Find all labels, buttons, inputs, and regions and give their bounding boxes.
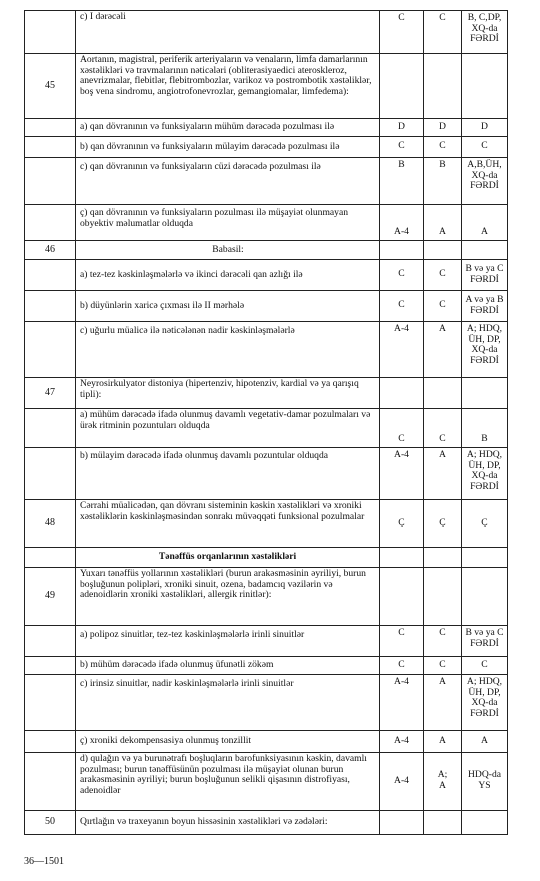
col-5-value: B və ya C FƏRDİ [462, 260, 508, 291]
row-description: c) irinsiz sinuitlər, nadir kəskinləşmələrlə irinli sinuitlər [76, 675, 380, 731]
row-description: Babasil: [76, 241, 380, 260]
row-number [25, 11, 76, 54]
table-row [25, 753, 508, 811]
col-4-value: A [424, 731, 462, 753]
row-description: Yuxarı tənəffüs yollarının xəstəlikləri (burun arakəsməsinin əyriliyi, burun boşluğunun polipləri, xroniki sinuit, ozena, badamcıq vəzilərin və adenoidlərin xroniki xəstəlikləri, allergik rinitlər): [76, 568, 380, 626]
table-row [25, 675, 508, 731]
table-row [25, 11, 508, 54]
col-4-value: C [424, 409, 462, 448]
row-number [25, 291, 76, 322]
col-3-value: C [380, 11, 424, 54]
col-4-value [424, 54, 462, 119]
col-5-value: A; HDQ, ÜH, DP, XQ-da FƏRDİ [462, 448, 508, 500]
col-3-value: C [380, 137, 424, 158]
row-description: d) qulağın və ya burunətrafı boşluqların barofunksiyasının kəskin, davamlı pozulması; burun tənəffüsünün pozulması ilə müşayiət olunan burun arakəsməsinin əyriliyi; burun boşluğunun selikli qişasının distrofiyası, adenoidlər [76, 753, 380, 811]
col-3-value [380, 54, 424, 119]
col-5-value: A,B,ÜH, XQ-da FƏRDİ [462, 158, 508, 205]
row-number [25, 753, 76, 811]
table-row [25, 409, 508, 448]
col-5-value [462, 54, 508, 119]
col-4-value: A; A [424, 753, 462, 811]
table-row [25, 731, 508, 753]
row-number [25, 205, 76, 241]
row-description: b) qan dövranının və funksiyaların mülayim dərəcədə pozulması ilə [76, 137, 380, 158]
col-4-value: B [424, 158, 462, 205]
row-description: b) düyünlərin xaricə çıxması ilə II mərhələ [76, 291, 380, 322]
col-5-value: B [462, 409, 508, 448]
col-4-value: A [424, 205, 462, 241]
col-4-value: C [424, 11, 462, 54]
section-header-row [25, 548, 508, 568]
col-3-value: A-4 [380, 322, 424, 378]
col-3-value: A-4 [380, 205, 424, 241]
col-3-value: C [380, 409, 424, 448]
row-description: ç) qan dövranının və funksiyaların pozulması ilə müşayiət olunmayan obyektiv məlumatlar olduqda [76, 205, 380, 241]
col-5-value: B və ya C FƏRDİ [462, 626, 508, 657]
row-description: c) I dərəcəli [76, 11, 380, 54]
row-number: 46 [25, 241, 76, 260]
row-number [25, 675, 76, 731]
row-number: 45 [25, 54, 76, 119]
col-4-value: C [424, 137, 462, 158]
table-row [25, 448, 508, 500]
row-number: 50 [25, 811, 76, 835]
table-row [25, 322, 508, 378]
col-5-value: D [462, 119, 508, 137]
col-4-value: A [424, 448, 462, 500]
table-row [25, 158, 508, 205]
row-description: a) qan dövranının və funksiyaların mühüm dərəcədə pozulması ilə [76, 119, 380, 137]
col-3-value [380, 378, 424, 409]
col-5-value: HDQ-da YS [462, 753, 508, 811]
col-5-value: C [462, 657, 508, 675]
row-number [25, 158, 76, 205]
col-3-value: A-4 [380, 731, 424, 753]
col-5-value: A və ya B FƏRDİ [462, 291, 508, 322]
row-number [25, 626, 76, 657]
section-title: Tənəffüs orqanlarının xəstəlikləri [76, 548, 380, 568]
col-5-value: A [462, 205, 508, 241]
col-5-value [462, 241, 508, 260]
col-4-value: Ç [424, 500, 462, 548]
col-4-value: A [424, 675, 462, 731]
row-description: c) qan dövranının və funksiyaların cüzi dərəcədə pozulması ilə [76, 158, 380, 205]
col-5-value [462, 548, 508, 568]
row-description: a) polipoz sinuitlər, tez-tez kəskinləşmələrlə irinli sinuitlər [76, 626, 380, 657]
row-description: a) tez-tez kəskinləşmələrlə və ikinci dərəcəli qan azlığı ilə [76, 260, 380, 291]
col-5-value: A; HDQ, ÜH, DP, XQ-da FƏRDİ [462, 675, 508, 731]
table-row [25, 260, 508, 291]
col-3-value [380, 811, 424, 835]
row-number [25, 731, 76, 753]
col-5-value: A [462, 731, 508, 753]
row-description: Aortanın, magistral, periferik arteriyaların və venaların, limfa damarlarının xəstəlikləri və travmalarının nəticələri (obliterasiyaedici ateroskleroz, anevrizmalar, flebitlər, flebitrombozlar, varikoz və postrombotik xəstəliklər, boş vena sindromu, angiotrofonevrozlar, gemangiomalar, limfedema): [76, 54, 380, 119]
table-row [25, 811, 508, 835]
col-4-value: C [424, 657, 462, 675]
col-3-value [380, 548, 424, 568]
row-description: c) uğurlu müalicə ilə nəticələnən nadir kəskinləşmələrlə [76, 322, 380, 378]
row-description: Neyrosirkulyator distoniya (hipertenziv, hipotenziv, kardial və ya qarışıq tipli): [76, 378, 380, 409]
table-row [25, 205, 508, 241]
col-4-value [424, 548, 462, 568]
col-5-value [462, 378, 508, 409]
col-5-value: Ç [462, 500, 508, 548]
row-number [25, 260, 76, 291]
col-5-value [462, 811, 508, 835]
col-4-value: C [424, 626, 462, 657]
table-row [25, 241, 508, 260]
row-description: b) mühüm dərəcədə ifadə olunmuş üfunətli zökəm [76, 657, 380, 675]
table-row [25, 291, 508, 322]
page-footer: 36—1501 [24, 856, 64, 867]
col-3-value: C [380, 260, 424, 291]
row-number: 49 [25, 568, 76, 626]
row-description: a) mühüm dərəcədə ifadə olunmuş davamlı vegetativ-damar pozulmaları və ürək ritminin pozuntuları olduqda [76, 409, 380, 448]
col-4-value [424, 378, 462, 409]
col-3-value: A-4 [380, 448, 424, 500]
table-row [25, 568, 508, 626]
row-description: ç) xroniki dekompensasiya olunmuş tonzillit [76, 731, 380, 753]
col-3-value: B [380, 158, 424, 205]
row-number [25, 137, 76, 158]
row-number [25, 548, 76, 568]
col-4-value [424, 811, 462, 835]
table-row [25, 54, 508, 119]
row-number [25, 322, 76, 378]
table-row [25, 137, 508, 158]
col-3-value: Ç [380, 500, 424, 548]
col-5-value: A; HDQ, ÜH, DP, XQ-da FƏRDİ [462, 322, 508, 378]
col-3-value: C [380, 657, 424, 675]
row-description: b) mülayim dərəcədə ifadə olunmuş davamlı pozuntular olduqda [76, 448, 380, 500]
col-3-value: D [380, 119, 424, 137]
col-5-value: B, C,DP, XQ-da FƏRDİ [462, 11, 508, 54]
col-4-value: C [424, 291, 462, 322]
col-3-value [380, 568, 424, 626]
row-number [25, 119, 76, 137]
col-3-value [380, 241, 424, 260]
col-4-value [424, 241, 462, 260]
col-3-value: A-4 [380, 675, 424, 731]
row-description: Qırtlağın və traxeyanın boyun hissəsinin xəstəlikləri və zədələri: [76, 811, 380, 835]
col-4-value: A [424, 322, 462, 378]
row-number [25, 409, 76, 448]
row-description: Cərrahi müalicədən, qan dövranı sisteminin kəskin xəstəlikləri və xroniki xəstəliklərin kəskinləşməsindən sonrakı müvəqqəti funksional pozulmalar [76, 500, 380, 548]
row-number: 47 [25, 378, 76, 409]
col-3-value: A-4 [380, 753, 424, 811]
col-3-value: C [380, 291, 424, 322]
table-row [25, 626, 508, 657]
medical-table [24, 10, 508, 835]
table-row [25, 119, 508, 137]
table-row [25, 657, 508, 675]
row-number [25, 657, 76, 675]
col-4-value [424, 568, 462, 626]
col-3-value: C [380, 626, 424, 657]
col-4-value: C [424, 260, 462, 291]
row-number [25, 448, 76, 500]
col-5-value [462, 568, 508, 626]
row-number: 48 [25, 500, 76, 548]
table-row [25, 500, 508, 548]
col-4-value: D [424, 119, 462, 137]
col-5-value: C [462, 137, 508, 158]
table-row [25, 378, 508, 409]
